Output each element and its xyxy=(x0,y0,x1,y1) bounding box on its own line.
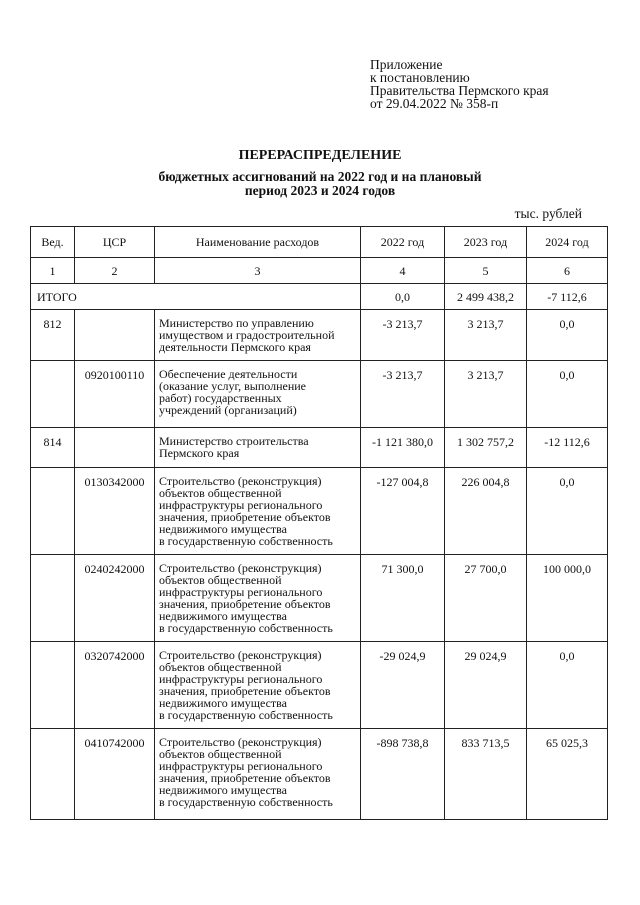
column-number: 4 xyxy=(361,258,445,284)
column-number-row xyxy=(31,258,608,284)
table-row xyxy=(31,555,608,642)
amount-2023-cell: 29 024,9 xyxy=(445,642,527,729)
units-label: тыс. рублей xyxy=(514,206,582,221)
department-code-cell xyxy=(31,729,75,820)
expense-name-line: значения, приобретение объектов xyxy=(159,684,331,698)
expense-name-line: учреждений (организаций) xyxy=(159,403,297,417)
column-number: 3 xyxy=(155,258,361,284)
expense-name-line: недвижимого имущества xyxy=(159,522,287,536)
target-article-code-cell xyxy=(75,310,155,361)
expense-name-line: Обеспечение деятельности xyxy=(159,367,298,381)
table-row xyxy=(31,468,608,555)
subtitle-line: период 2023 и 2024 годов xyxy=(244,182,396,198)
expense-name-line: работ) государственных xyxy=(159,391,282,405)
amount-2023-cell: 226 004,8 xyxy=(445,468,527,555)
expense-name-cell xyxy=(155,642,361,729)
department-code-cell: 814 xyxy=(31,428,75,468)
expense-name-line: Строительство (реконструкция) xyxy=(159,474,322,488)
document-subtitle xyxy=(0,170,640,197)
amount-2023-cell: 27 700,0 xyxy=(445,555,527,642)
total-2022: 0,0 xyxy=(361,284,445,310)
amount-2023-cell: 3 213,7 xyxy=(445,361,527,428)
attachment-line: Приложение xyxy=(370,57,443,72)
amount-2024-cell: 0,0 xyxy=(527,642,608,729)
expense-name-line: инфраструктуры регионального xyxy=(159,585,323,599)
amount-2023-cell: 3 213,7 xyxy=(445,310,527,361)
attachment-line: Правительства Пермского края xyxy=(370,83,549,98)
header-row xyxy=(31,227,608,258)
expense-name-cell xyxy=(155,729,361,820)
expense-name-line: объектов общественной xyxy=(159,660,282,674)
expense-name-line: недвижимого имущества xyxy=(159,609,287,623)
expense-name-line: имуществом и градостроительной xyxy=(159,328,335,342)
amount-2023-cell: 1 302 757,2 xyxy=(445,428,527,468)
department-code-cell xyxy=(31,555,75,642)
expense-name-cell xyxy=(155,555,361,642)
amount-2024-cell: 65 025,3 xyxy=(527,729,608,820)
header-cell: 2024 год xyxy=(527,227,608,258)
expense-name-line: в государственную собственность xyxy=(159,621,333,635)
expense-name-line: (оказание услуг, выполнение xyxy=(159,379,306,393)
amount-2024-cell: 0,0 xyxy=(527,310,608,361)
department-code-cell xyxy=(31,361,75,428)
header-cell: Наименование расходов xyxy=(155,227,361,258)
expense-name-line: объектов общественной xyxy=(159,486,282,500)
table-row xyxy=(31,310,608,361)
total-2024: -7 112,6 xyxy=(527,284,608,310)
expense-name-line: объектов общественной xyxy=(159,747,282,761)
expense-name-line: в государственную собственность xyxy=(159,534,333,548)
expense-name-line: объектов общественной xyxy=(159,573,282,587)
amount-2024-cell: -12 112,6 xyxy=(527,428,608,468)
target-article-code-cell: 0320742000 xyxy=(75,642,155,729)
expense-name-line: Строительство (реконструкция) xyxy=(159,648,322,662)
header-cell: ЦСР xyxy=(75,227,155,258)
subtitle-line: бюджетных ассигнований на 2022 год и на плановый xyxy=(158,169,482,184)
amount-2024-cell: 100 000,0 xyxy=(527,555,608,642)
attachment-line: от 29.04.2022 № 358-п xyxy=(370,96,499,111)
expense-name-line: Министерство строительства xyxy=(159,434,309,448)
target-article-code-cell: 0410742000 xyxy=(75,729,155,820)
total-row xyxy=(31,284,608,310)
expense-name-cell xyxy=(155,361,361,428)
expense-name-cell xyxy=(155,428,361,468)
expense-name-line: недвижимого имущества xyxy=(159,696,287,710)
expense-name-line: инфраструктуры регионального xyxy=(159,759,323,773)
amount-2023-cell: 833 713,5 xyxy=(445,729,527,820)
target-article-code-cell: 0920100110 xyxy=(75,361,155,428)
expense-name-line: Пермского края xyxy=(159,446,240,460)
expense-name-line: значения, приобретение объектов xyxy=(159,597,331,611)
expense-name-cell xyxy=(155,468,361,555)
column-number: 5 xyxy=(445,258,527,284)
header-cell: 2023 год xyxy=(445,227,527,258)
amount-2022-cell: 71 300,0 xyxy=(361,555,445,642)
expense-name-line: инфраструктуры регионального xyxy=(159,498,323,512)
amount-2024-cell: 0,0 xyxy=(527,361,608,428)
expense-name-line: значения, приобретение объектов xyxy=(159,510,331,524)
attachment-note xyxy=(370,58,549,110)
expense-name-line: значения, приобретение объектов xyxy=(159,771,331,785)
total-label: ИТОГО xyxy=(31,284,361,310)
amount-2022-cell: -3 213,7 xyxy=(361,361,445,428)
table-row xyxy=(31,729,608,820)
expense-name-line: Строительство (реконструкция) xyxy=(159,735,322,749)
header-cell: 2022 год xyxy=(361,227,445,258)
amount-2024-cell: 0,0 xyxy=(527,468,608,555)
amount-2022-cell: -127 004,8 xyxy=(361,468,445,555)
total-2023: 2 499 438,2 xyxy=(445,284,527,310)
expense-name-line: недвижимого имущества xyxy=(159,783,287,797)
header-cell: Вед. xyxy=(31,227,75,258)
target-article-code-cell xyxy=(75,428,155,468)
expense-name-cell xyxy=(155,310,361,361)
expense-name-line: деятельности Пермского края xyxy=(159,340,311,354)
amount-2022-cell: -898 738,8 xyxy=(361,729,445,820)
amount-2022-cell: -3 213,7 xyxy=(361,310,445,361)
target-article-code-cell: 0130342000 xyxy=(75,468,155,555)
department-code-cell: 812 xyxy=(31,310,75,361)
expense-name-line: Строительство (реконструкция) xyxy=(159,561,322,575)
expense-name-line: Министерство по управлению xyxy=(159,316,314,330)
table-row xyxy=(31,361,608,428)
expense-name-line: инфраструктуры регионального xyxy=(159,672,323,686)
amount-2022-cell: -1 121 380,0 xyxy=(361,428,445,468)
document-title: ПЕРЕРАСПРЕДЕЛЕНИЕ xyxy=(238,148,402,163)
attachment-line: к постановлению xyxy=(370,70,470,85)
target-article-code-cell: 0240242000 xyxy=(75,555,155,642)
column-number: 6 xyxy=(527,258,608,284)
table-row xyxy=(31,642,608,729)
amount-2022-cell: -29 024,9 xyxy=(361,642,445,729)
budget-table xyxy=(30,226,608,820)
table-row xyxy=(31,428,608,468)
department-code-cell xyxy=(31,642,75,729)
column-number: 1 xyxy=(31,258,75,284)
expense-name-line: в государственную собственность xyxy=(159,795,333,809)
department-code-cell xyxy=(31,468,75,555)
column-number: 2 xyxy=(75,258,155,284)
expense-name-line: в государственную собственность xyxy=(159,708,333,722)
